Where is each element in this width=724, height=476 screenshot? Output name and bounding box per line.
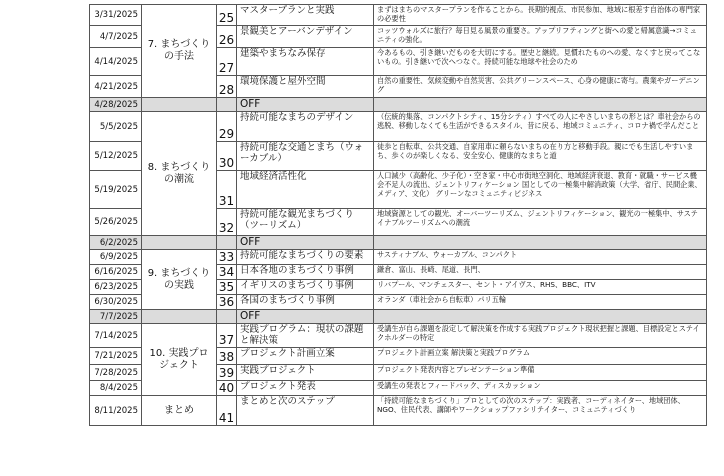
schedule-table bbox=[89, 4, 707, 426]
lesson-description: コッツウォルズに旅行？毎日見る風景の重要さ。アップリフティングと街への愛と帰属意識→コミュニティの強化。 bbox=[374, 26, 707, 48]
lesson-title: 持続可能な観光まちづくり（ツーリズム） bbox=[237, 209, 374, 236]
lesson-description: 徒歩と自転車、公共交通、自家用車に頼らないまちの在り方と移動手段。親にでも生活しやすいまち、歩くのが楽しくなる、安全安心、健康的なまちと道 bbox=[374, 142, 707, 171]
lesson-description: 地域資源としての観光、オーバーツーリズム、ジェントリフィケーション、観光の一極集中、サステイナブルツーリズムへの潮流 bbox=[374, 209, 707, 236]
lesson-title: 建築やまちなみ保存 bbox=[237, 48, 374, 76]
lesson-title: プロジェクト計画立案 bbox=[237, 348, 374, 365]
lesson-title: 地域経済活性化 bbox=[237, 171, 374, 209]
lesson-description: 「持続可能なまちづくり」プロとしての次のステップ：実践者、コーディネイター、地域団体、NGO、住民代表、講師やワークショップファシリテイター、コミュニティづくり bbox=[374, 396, 707, 426]
lesson-description: リバプール、マンチェスター、セント・アイヴス、RHS、BBC、ITV bbox=[374, 280, 707, 295]
lesson-title: マスタープランと実践 bbox=[237, 5, 374, 26]
lesson-number: 33 bbox=[217, 250, 237, 265]
lesson-description: 受講生が自ら課題を設定して解決策を作成する実践プロジェクト現状把握と課題、目標設定とステイクホルダーの特定 bbox=[374, 324, 707, 348]
date-cell: 5/26/2025 bbox=[90, 209, 142, 236]
lesson-title: 景観美とアーバンデザイン bbox=[237, 26, 374, 48]
date-cell: 6/2/2025 bbox=[90, 236, 142, 250]
lesson-description bbox=[374, 98, 707, 112]
date-cell: 7/7/2025 bbox=[90, 310, 142, 324]
lesson-description: プロジェクト計画立案 解決策と実践プログラム bbox=[374, 348, 707, 365]
lesson-number: 34 bbox=[217, 265, 237, 280]
lesson-number: 26 bbox=[217, 26, 237, 48]
unit-cell: まとめ bbox=[142, 396, 217, 426]
date-cell: 6/9/2025 bbox=[90, 250, 142, 265]
lesson-description bbox=[374, 236, 707, 250]
lesson-number: 36 bbox=[217, 295, 237, 310]
lesson-number: 29 bbox=[217, 112, 237, 142]
date-cell: 7/14/2025 bbox=[90, 324, 142, 348]
table-row bbox=[90, 5, 707, 26]
off-row bbox=[90, 98, 707, 112]
lesson-description: オランダ（車社会から自転車）パリ五輪 bbox=[374, 295, 707, 310]
date-cell: 6/30/2025 bbox=[90, 295, 142, 310]
lesson-number: 25 bbox=[217, 5, 237, 26]
off-label: OFF bbox=[237, 98, 374, 112]
lesson-description: サスティナブル、ウォーカブル、コンパクト bbox=[374, 250, 707, 265]
unit-cell: 10. 実践プロジェクト bbox=[142, 324, 217, 396]
lesson-title: 実践プロジェクト bbox=[237, 365, 374, 381]
lesson-number: 39 bbox=[217, 365, 237, 381]
date-cell: 6/16/2025 bbox=[90, 265, 142, 280]
lesson-title: 持続可能なまちのデザイン bbox=[237, 112, 374, 142]
date-cell: 4/28/2025 bbox=[90, 98, 142, 112]
lesson-number: 41 bbox=[217, 396, 237, 426]
lesson-title: まとめと次のステップ bbox=[237, 396, 374, 426]
date-cell: 5/19/2025 bbox=[90, 171, 142, 209]
date-cell: 5/12/2025 bbox=[90, 142, 142, 171]
lesson-title: プロジェクト発表 bbox=[237, 381, 374, 396]
lesson-number: 27 bbox=[217, 48, 237, 76]
date-cell: 7/21/2025 bbox=[90, 348, 142, 365]
lesson-number: 35 bbox=[217, 280, 237, 295]
table-row bbox=[90, 112, 707, 142]
lesson-title: 持続可能なまちづくりの要素 bbox=[237, 250, 374, 265]
lesson-description: プロジェクト発表内容とプレゼンテーション準備 bbox=[374, 365, 707, 381]
date-cell: 7/28/2025 bbox=[90, 365, 142, 381]
lesson-number: 37 bbox=[217, 324, 237, 348]
date-cell: 8/11/2025 bbox=[90, 396, 142, 426]
off-row bbox=[90, 310, 707, 324]
lesson-number: 40 bbox=[217, 381, 237, 396]
lesson-description: 今あるもの、引き継いだものを大切にする。歴史と継続。見慣れたものへの愛、なくすと戻ってこないもの。引き継いで次へつなぐ。持続可能な地球や社会のため bbox=[374, 48, 707, 76]
lesson-title: 持続可能な交通とまち（ウォーカブル） bbox=[237, 142, 374, 171]
unit-cell: 9. まちづくりの実践 bbox=[142, 250, 217, 310]
date-cell: 4/7/2025 bbox=[90, 26, 142, 48]
date-cell: 5/5/2025 bbox=[90, 112, 142, 142]
date-cell: 4/21/2025 bbox=[90, 76, 142, 98]
table-row bbox=[90, 324, 707, 348]
unit-cell bbox=[142, 98, 217, 112]
lesson-description: 受講生の発表とフィードバック、ディスカッション bbox=[374, 381, 707, 396]
off-label: OFF bbox=[237, 236, 374, 250]
lesson-description: 自然の重要性、気候変動や自然災害、公共グリーンスペース、心身の健康に寄与。農業やガーデニング bbox=[374, 76, 707, 98]
lesson-title: 各国のまちづくり事例 bbox=[237, 295, 374, 310]
lesson-number: 30 bbox=[217, 142, 237, 171]
unit-cell: 7. まちづくりの手法 bbox=[142, 5, 217, 98]
lesson-number bbox=[217, 98, 237, 112]
lesson-number bbox=[217, 236, 237, 250]
off-row bbox=[90, 236, 707, 250]
lesson-number: 28 bbox=[217, 76, 237, 98]
lesson-description: まずはまちのマスタープランを作ることから。長期的視点、市民参加、地域に根差す自治体の専門家の必要性 bbox=[374, 5, 707, 26]
table-row bbox=[90, 250, 707, 265]
lesson-title: 環境保護と屋外空間 bbox=[237, 76, 374, 98]
lesson-number: 32 bbox=[217, 209, 237, 236]
lesson-number: 31 bbox=[217, 171, 237, 209]
lesson-description: 人口減少（高齢化、少子化）・空き家・中心市街地空洞化、地域経済衰退、教育・就職・サービス機会不足人の流出、ジェントリフィケーション 国としての一極集中解消政策（大学、省庁、民間企業、メディア、文化） グリーンなコミュニティビジネス bbox=[374, 171, 707, 209]
lesson-title: イギリスのまちづくり事例 bbox=[237, 280, 374, 295]
lesson-title: 実践プログラム：現状の課題と解決策 bbox=[237, 324, 374, 348]
unit-cell bbox=[142, 236, 217, 250]
lesson-description: （伝統的集落、コンパクトシティ、15分シティ）すべての人にやさしいまちの形とは？車社会からの逃脱、移動しなくても生活ができるスタイル、昔に戻る、地域コミュニティ、コロナ禍で学んだこと bbox=[374, 112, 707, 142]
date-cell: 8/4/2025 bbox=[90, 381, 142, 396]
table-row bbox=[90, 396, 707, 426]
date-cell: 4/14/2025 bbox=[90, 48, 142, 76]
off-label: OFF bbox=[237, 310, 374, 324]
lesson-number: 38 bbox=[217, 348, 237, 365]
lesson-description bbox=[374, 310, 707, 324]
lesson-description: 鎌倉、富山、長崎、尾道、長門、 bbox=[374, 265, 707, 280]
lesson-title: 日本各地のまちづくり事例 bbox=[237, 265, 374, 280]
unit-cell: 8. まちづくりの潮流 bbox=[142, 112, 217, 236]
date-cell: 6/23/2025 bbox=[90, 280, 142, 295]
date-cell: 3/31/2025 bbox=[90, 5, 142, 26]
lesson-number bbox=[217, 310, 237, 324]
unit-cell bbox=[142, 310, 217, 324]
